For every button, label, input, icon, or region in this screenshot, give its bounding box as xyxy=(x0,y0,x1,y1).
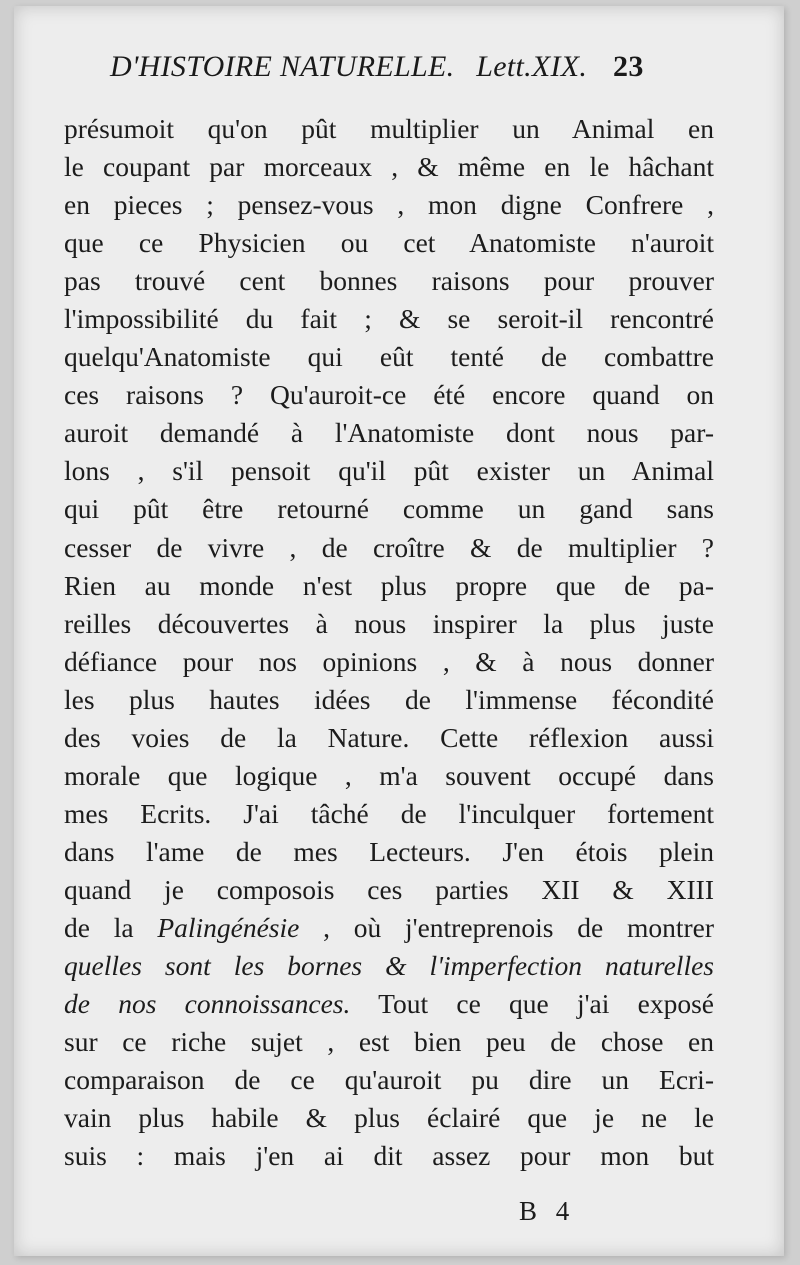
text-line: présumoit qu'on pût multiplier un Animal en xyxy=(64,113,714,144)
running-title: D'HISTOIRE NATURELLE. xyxy=(110,50,455,83)
text-line xyxy=(64,909,714,947)
book-page xyxy=(14,6,784,1256)
letter-number: Lett.XIX. xyxy=(476,50,588,83)
text-line: cesser de vivre , de croître & de multiplier ? xyxy=(64,531,714,563)
text-line: dans l'ame de mes Lecteurs. J'en étois plein xyxy=(64,835,714,867)
text-line: mes Ecrits. J'ai tâché de l'inculquer fortement xyxy=(64,797,714,829)
text-line: ces raisons ? Qu'auroit-ce été encore quand on xyxy=(64,379,714,411)
page-number: 23 xyxy=(613,50,644,83)
text-line: lons , s'il pensoit qu'il pût exister un Animal xyxy=(64,455,714,487)
text-line: les plus hautes idées de l'immense fécondité xyxy=(64,683,714,715)
text-line: auroit demandé à l'Anatomiste dont nous par- xyxy=(64,417,714,449)
text-line: Rien au monde n'est plus propre que de pa- xyxy=(64,569,714,601)
text-line: quand je composois ces parties XII & XIII xyxy=(64,873,714,905)
text-line: comparaison de ce qu'auroit pu dire un Ecri- xyxy=(64,1064,714,1096)
text-line: en pieces ; pensez-vous , mon digne Confrere , xyxy=(64,189,714,221)
text-line: pas trouvé cent bonnes raisons pour prouver xyxy=(64,265,714,297)
body-text xyxy=(64,110,714,1175)
text-line: sur ce riche sujet , est bien peu de chose en xyxy=(64,1026,714,1058)
text-line: morale que logique , m'a souvent occupé dans xyxy=(64,759,714,791)
italic-line: quelles sont les bornes & l'imperfection naturelles xyxy=(64,950,714,982)
text-line: vain plus habile & plus éclairé que je ne le xyxy=(64,1102,714,1134)
text-line: défiance pour nos opinions , & à nous donner xyxy=(64,645,714,677)
text-line: l'impossibilité du fait ; & se seroit-il rencontré xyxy=(64,303,714,335)
text-run: , où j'entreprenois de montrer xyxy=(299,911,714,943)
running-head xyxy=(110,50,730,94)
text-line: suis : mais j'en ai dit assez pour mon but xyxy=(64,1140,714,1172)
text-run: Tout ce que j'ai exposé xyxy=(350,988,714,1020)
text-line: qui pût être retourné comme un gand sans xyxy=(64,493,714,525)
italic-title: de nos connoissances. xyxy=(64,988,351,1020)
signature-mark: B 4 xyxy=(519,1196,576,1226)
text-line: reilles découvertes à nous inspirer la plus juste xyxy=(64,607,714,639)
text-line: des voies de la Nature. Cette réflexion aussi xyxy=(64,721,714,753)
text-line: le coupant par morceaux , & même en le hâchant xyxy=(64,151,714,183)
text-run: de la xyxy=(64,911,158,943)
text-line xyxy=(64,985,714,1023)
text-line: que ce Physicien ou cet Anatomiste n'auroit xyxy=(64,227,714,259)
text-line: quelqu'Anatomiste qui eût tenté de combattre xyxy=(64,341,714,373)
italic-title: Palingénésie xyxy=(157,911,300,943)
